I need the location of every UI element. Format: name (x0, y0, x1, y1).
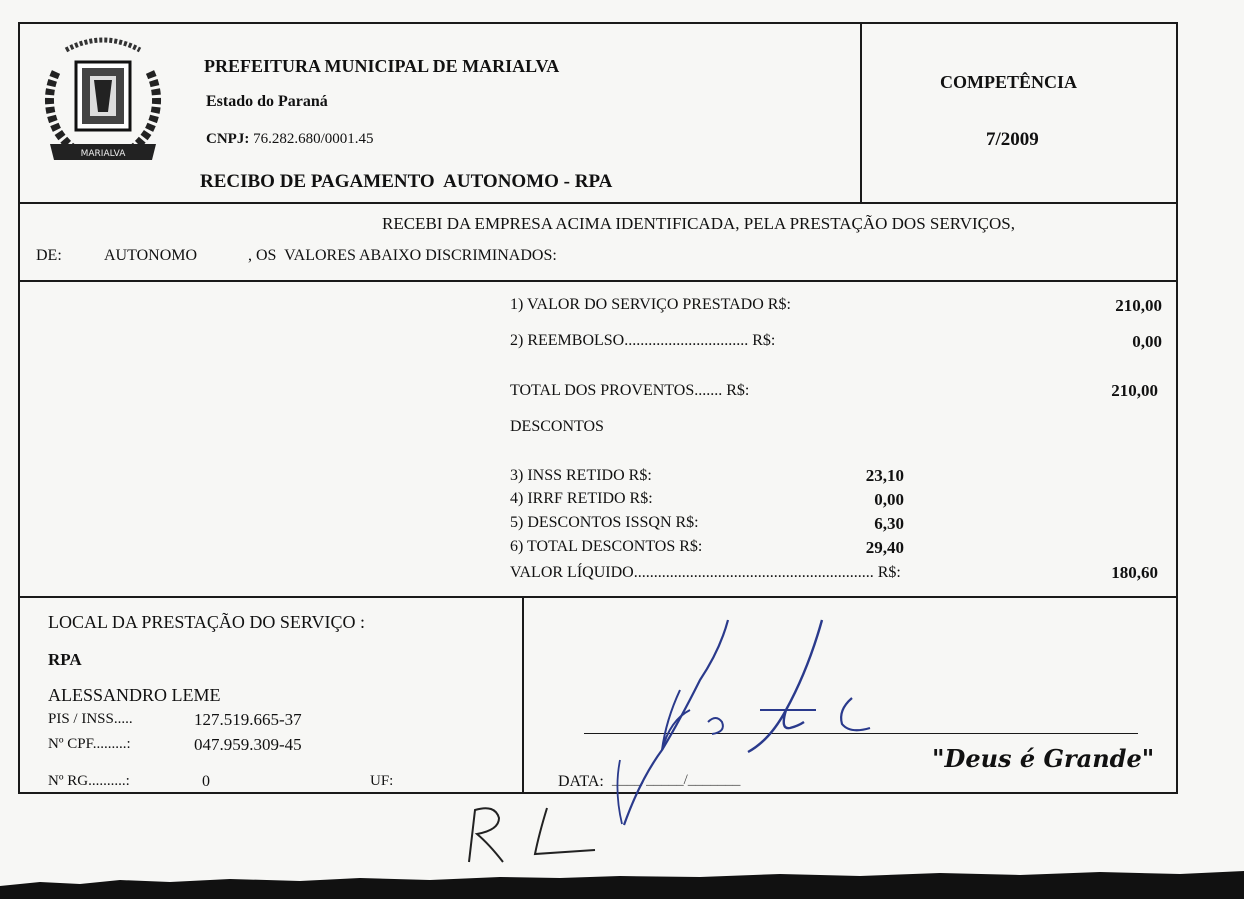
descontos-label: DESCONTOS (510, 418, 604, 435)
total-proventos-value: 210,00 (1111, 381, 1158, 400)
servico-value: 210,00 (1115, 296, 1162, 315)
cnpj-label: CNPJ: (206, 131, 250, 147)
local-value: RPA (48, 650, 82, 669)
statement-line-1: RECEBI DA EMPRESA ACIMA IDENTIFICADA, PELA PRESTAÇÃO DOS SERVIÇOS, (382, 214, 1015, 233)
total-proventos-label: TOTAL DOS PROVENTOS....... R$: (510, 382, 750, 399)
header-vertical-divider (860, 22, 862, 204)
frame-right (1176, 22, 1178, 794)
statement-divider (18, 280, 1178, 282)
cpf-value: 047.959.309-45 (194, 735, 302, 754)
total-descontos-value: 29,40 (865, 538, 904, 557)
state-name: Estado do Paraná (206, 93, 328, 110)
irrf-value: 0,00 (874, 490, 904, 509)
cnpj-value: 76.282.680/0001.45 (253, 131, 374, 147)
document-title: RECIBO DE PAGAMENTO AUTONOMO - RPA (200, 171, 613, 192)
frame-top (18, 22, 1178, 24)
liquido-label: VALOR LÍQUIDO............................................................ R$: (510, 564, 901, 581)
statement-line-2: , OS VALORES ABAIXO DISCRIMINADOS: (248, 247, 557, 264)
uf-label: UF: (370, 773, 394, 789)
date-label: DATA: (558, 773, 604, 790)
competencia-label: COMPETÊNCIA (940, 72, 1078, 92)
org-name: PREFEITURA MUNICIPAL DE MARIALVA (204, 56, 560, 76)
irrf-label: 4) IRRF RETIDO R$: (510, 490, 653, 507)
header-divider (18, 202, 1178, 204)
frame-left (18, 22, 20, 794)
seal-text: MARIALVA (80, 149, 126, 159)
deus-e-grande-stamp: "Deus é Grande" (932, 744, 1155, 773)
inss-label: 3) INSS RETIDO R$: (510, 467, 652, 484)
values-divider (18, 596, 1178, 598)
pis-value: 127.519.665-37 (194, 710, 302, 729)
reembolso-label: 2) REEMBOLSO............................... R$: (510, 332, 776, 349)
de-value: AUTONOMO (104, 247, 198, 264)
reembolso-value: 0,00 (1132, 332, 1162, 351)
inss-value: 23,10 (865, 466, 904, 485)
initials-text: RL (455, 800, 457, 801)
cnpj-line (206, 131, 374, 148)
cpf-label: Nº CPF.........: (48, 736, 131, 752)
total-descontos-label: 6) TOTAL DESCONTOS R$: (510, 538, 703, 555)
servico-label: 1) VALOR DO SERVIÇO PRESTADO R$: (510, 296, 791, 313)
torn-paper-edge (0, 862, 1244, 899)
initials-rl (455, 800, 605, 870)
issqn-label: 5) DESCONTOS ISSQN R$: (510, 514, 699, 531)
liquido-value: 180,60 (1111, 563, 1158, 582)
signature-scribble (580, 610, 900, 840)
local-label: LOCAL DA PRESTAÇÃO DO SERVIÇO : (48, 612, 365, 632)
rg-value: 0 (202, 773, 210, 790)
date-blank: ____/_____/_______ (612, 772, 741, 788)
coat-of-arms-icon (36, 32, 171, 172)
de-label: DE: (36, 247, 62, 264)
provider-name: ALESSANDRO LEME (48, 685, 221, 705)
footer-vertical-divider (522, 596, 524, 794)
pis-label: PIS / INSS..... (48, 711, 133, 727)
issqn-value: 6,30 (874, 514, 904, 533)
rg-label: Nº RG..........: (48, 773, 130, 789)
competencia-value: 7/2009 (986, 129, 1039, 150)
